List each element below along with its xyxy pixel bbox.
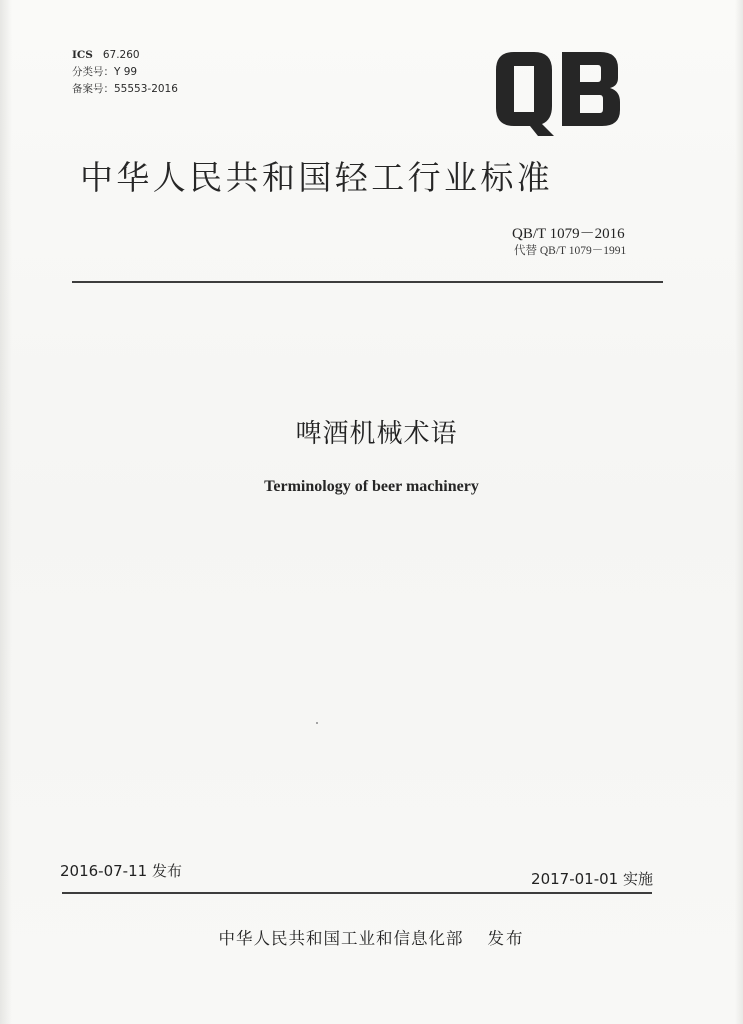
footer-rule xyxy=(62,892,652,894)
ics-value: 67.260 xyxy=(102,49,140,61)
filing-line xyxy=(72,81,178,98)
scan-speck xyxy=(316,722,318,724)
ics-line xyxy=(72,47,178,64)
scan-edge-left xyxy=(0,0,12,1024)
issue-date: 2016-07-11 发布 xyxy=(60,862,182,880)
filing-value: 55553-2016 xyxy=(114,83,178,95)
issuer-action: 发布 xyxy=(487,929,525,948)
issuer-name: 中华人民共和国工业和信息化部 xyxy=(218,929,464,948)
issuer-line xyxy=(0,925,743,949)
qb-logo-q xyxy=(496,52,554,136)
classification-block xyxy=(72,47,178,98)
category-line xyxy=(72,64,178,81)
category-value: Y 99 xyxy=(114,66,138,78)
replaces-standard: 代替 QB/T 1079－1991 xyxy=(514,245,627,257)
scan-edge-right xyxy=(735,0,743,1024)
filing-label: 备案号： xyxy=(72,83,114,95)
organization-title: 中华人民共和国轻工行业标准 xyxy=(80,158,554,197)
ics-label: ICS xyxy=(72,49,93,61)
header-rule xyxy=(72,281,663,283)
implementation-date: 2017-01-01 实施 xyxy=(531,870,653,888)
document-title-en: Terminology of beer machinery xyxy=(264,478,479,495)
qb-logo xyxy=(488,48,626,140)
qb-logo-b xyxy=(562,52,620,126)
document-title-cn: 啤酒机械术语 xyxy=(295,419,458,449)
standard-number: QB/T 1079－2016 xyxy=(512,226,625,242)
category-label: 分类号： xyxy=(72,66,114,78)
